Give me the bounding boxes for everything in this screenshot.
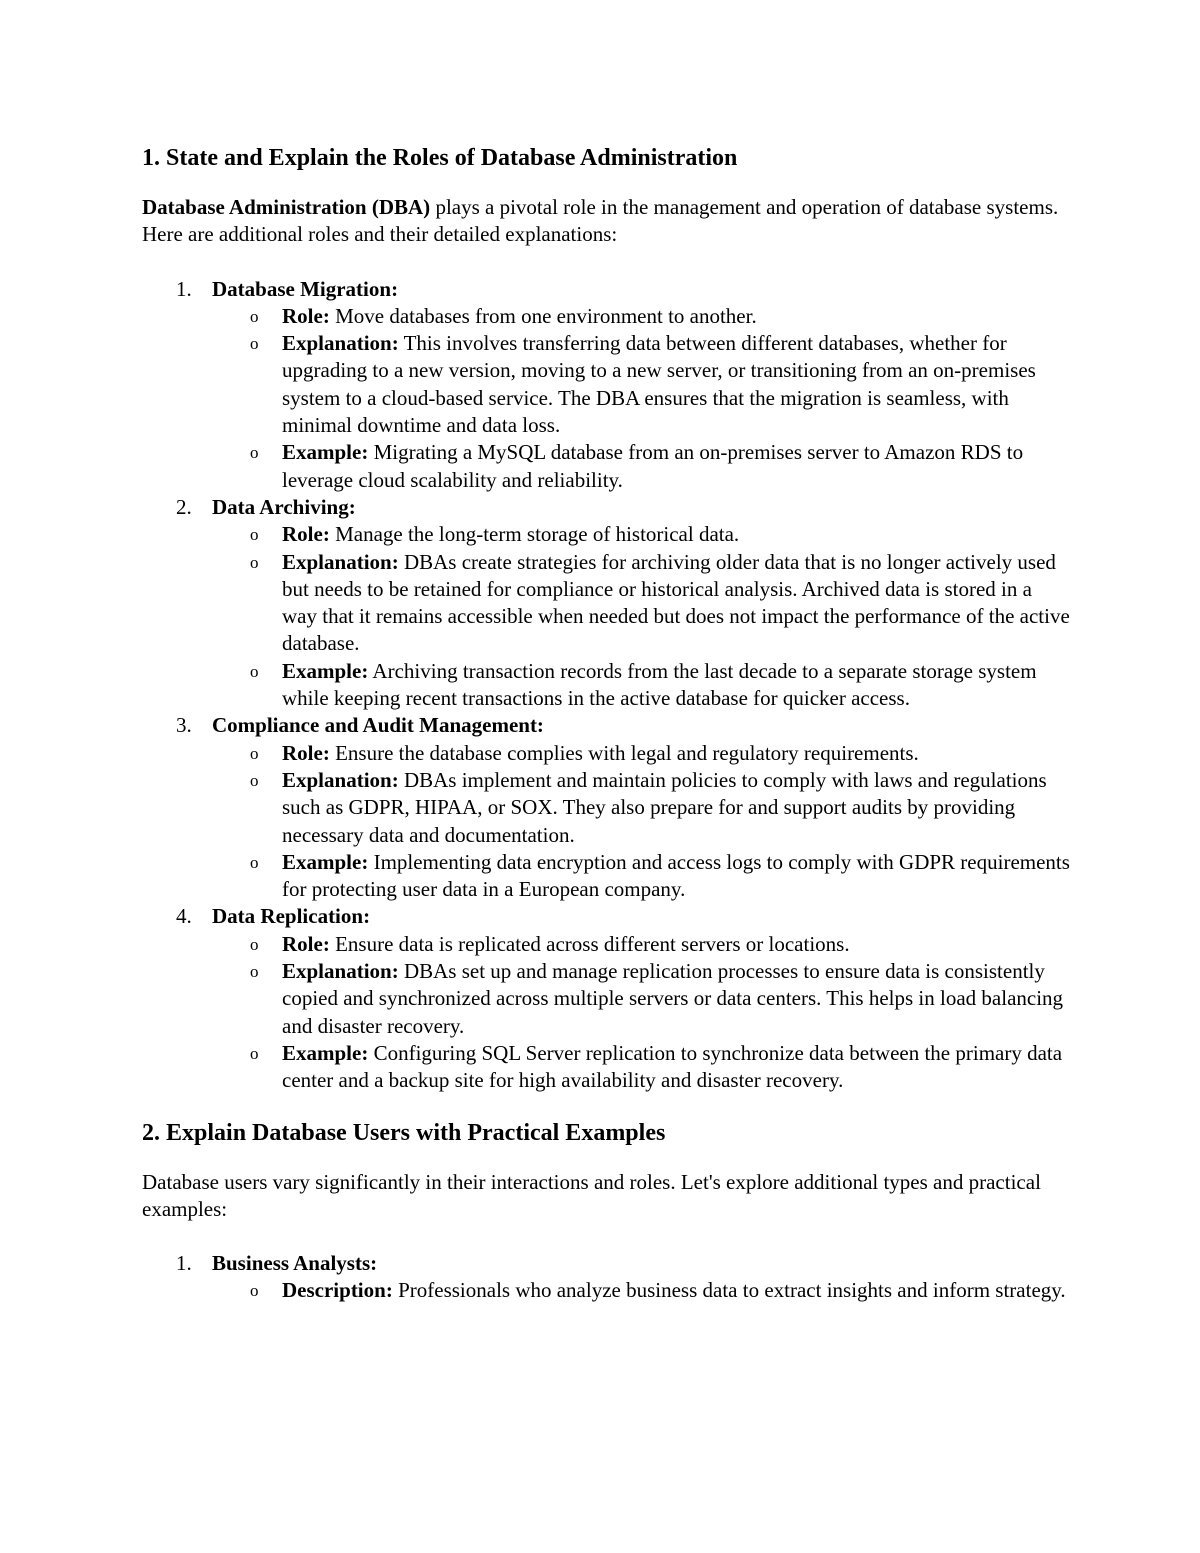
bullet-label: Explanation: (282, 767, 399, 792)
sub-list-item (212, 767, 1072, 849)
list-item-title: Data Archiving: (212, 494, 356, 519)
list-item (142, 1250, 1072, 1305)
bullet-marker: o (250, 661, 259, 681)
bullet-marker: o (250, 770, 259, 790)
bullet-marker: o (250, 1043, 259, 1063)
bullet-text: Migrating a MySQL database from an on-premises server to Amazon RDS to leverage cloud scalability and reliability. (282, 440, 1024, 492)
sub-list-item (212, 849, 1072, 904)
bullet-label: Explanation: (282, 959, 399, 984)
section1-intro (142, 194, 1072, 249)
bullet-marker: o (250, 443, 259, 463)
bullet-label: Example: (282, 1040, 369, 1065)
bullet-marker: o (250, 743, 259, 763)
sub-list-item (212, 740, 1072, 767)
bullet-marker: o (250, 334, 259, 354)
bullet-label: Role: (282, 740, 330, 765)
bullet-label: Role: (282, 303, 330, 328)
sub-list (212, 303, 1072, 494)
list-item-title: Business Analysts: (212, 1251, 378, 1276)
bullet-text: Implementing data encryption and access logs to comply with GDPR requirements for protecting user data in a European company. (282, 849, 1070, 902)
sub-list-item (212, 958, 1072, 1040)
section1-list (142, 276, 1072, 1095)
sub-list-item (212, 1277, 1072, 1304)
sub-list-item (212, 658, 1072, 713)
sub-list-item (212, 330, 1072, 439)
sub-list (212, 740, 1072, 904)
bullet-marker: o (250, 552, 259, 572)
bullet-text: Professionals who analyze business data to extract insights and inform strategy. (392, 1278, 1066, 1303)
bullet-marker: o (250, 1281, 259, 1301)
section1-heading: 1. State and Explain the Roles of Database Administration (142, 145, 738, 171)
bullet-text: Ensure data is replicated across different servers or locations. (329, 931, 850, 956)
bullet-label: Example: (282, 440, 369, 465)
bullet-label: Description: (282, 1278, 393, 1303)
list-item (142, 712, 1072, 903)
bullet-label: Explanation: (282, 549, 399, 574)
bullet-text: DBAs set up and manage replication processes to ensure data is consistently copied and synchronized across multiple servers or data centers. This helps in load balancing and disaster recovery. (282, 959, 1064, 1038)
list-item (142, 494, 1072, 712)
section2-heading: 2. Explain Database Users with Practical Examples (142, 1119, 666, 1146)
list-item (142, 276, 1072, 494)
list-item-title: Compliance and Audit Management: (212, 713, 544, 738)
bullet-text: DBAs create strategies for archiving older data that is no longer actively used but needs to be retained for compliance or historical analysis. Archived data is stored in a way that it remains accessible when needed but does not impact the performance of the active database. (282, 549, 1070, 656)
bullet-marker: o (250, 306, 259, 326)
bullet-label: Example: (282, 658, 369, 683)
intro-text: plays a pivotal role in the management and operation of database systems. Here are additional roles and their detailed explanations: (142, 195, 1059, 247)
list-number: 3. (176, 713, 192, 738)
bullet-text: Move databases from one environment to another. (329, 303, 757, 328)
bullet-label: Explanation: (282, 331, 399, 356)
list-item-title: Data Replication: (212, 904, 371, 929)
section2-list (142, 1250, 1072, 1305)
bullet-marker: o (250, 525, 259, 545)
sub-list-item (212, 303, 1072, 330)
bullet-marker: o (250, 852, 259, 872)
bullet-text: Archiving transaction records from the last decade to a separate storage system while keeping recent transactions in the active database for quicker access. (282, 658, 1037, 711)
bullet-text: Ensure the database complies with legal and regulatory requirements. (329, 740, 919, 765)
bullet-text: Configuring SQL Server replication to synchronize data between the primary data center and a backup site for high availability and disaster recovery. (282, 1040, 1063, 1093)
sub-list (212, 931, 1072, 1095)
sub-list (212, 521, 1072, 712)
sub-list-item (212, 931, 1072, 958)
document-page (142, 140, 1072, 1305)
bullet-text: Manage the long-term storage of historical data. (329, 522, 740, 547)
bullet-label: Role: (282, 931, 330, 956)
bullet-text: DBAs implement and maintain policies to comply with laws and regulations such as GDPR, HIPAA, or SOX. They also prepare for and support audits by providing necessary data and documentation. (282, 767, 1047, 847)
bullet-label: Role: (282, 522, 330, 547)
list-number: 1. (176, 276, 192, 301)
list-number: 2. (176, 494, 192, 519)
bullet-label: Example: (282, 849, 369, 874)
bullet-marker: o (250, 934, 259, 954)
bullet-marker: o (250, 962, 259, 982)
sub-list-item (212, 439, 1072, 494)
list-item (142, 903, 1072, 1094)
list-number: 4. (176, 904, 192, 929)
list-item-title: Database Migration: (212, 276, 399, 301)
sub-list-item (212, 521, 1072, 548)
sub-list-item (212, 549, 1072, 658)
intro-bold-term: Database Administration (DBA) (142, 195, 431, 219)
sub-list-item (212, 1040, 1072, 1095)
sub-list (212, 1277, 1072, 1304)
section2-intro: Database users vary significantly in their interactions and roles. Let's explore additional types and practical examples: (142, 1169, 1041, 1221)
list-number: 1. (176, 1251, 192, 1276)
bullet-text: This involves transferring data between different databases, whether for upgrading to a new version, moving to a new server, or transitioning from an on-premises system to a cloud-based service. The DBA ensures that the migration is seamless, with minimal downtime and data loss. (282, 331, 1036, 438)
